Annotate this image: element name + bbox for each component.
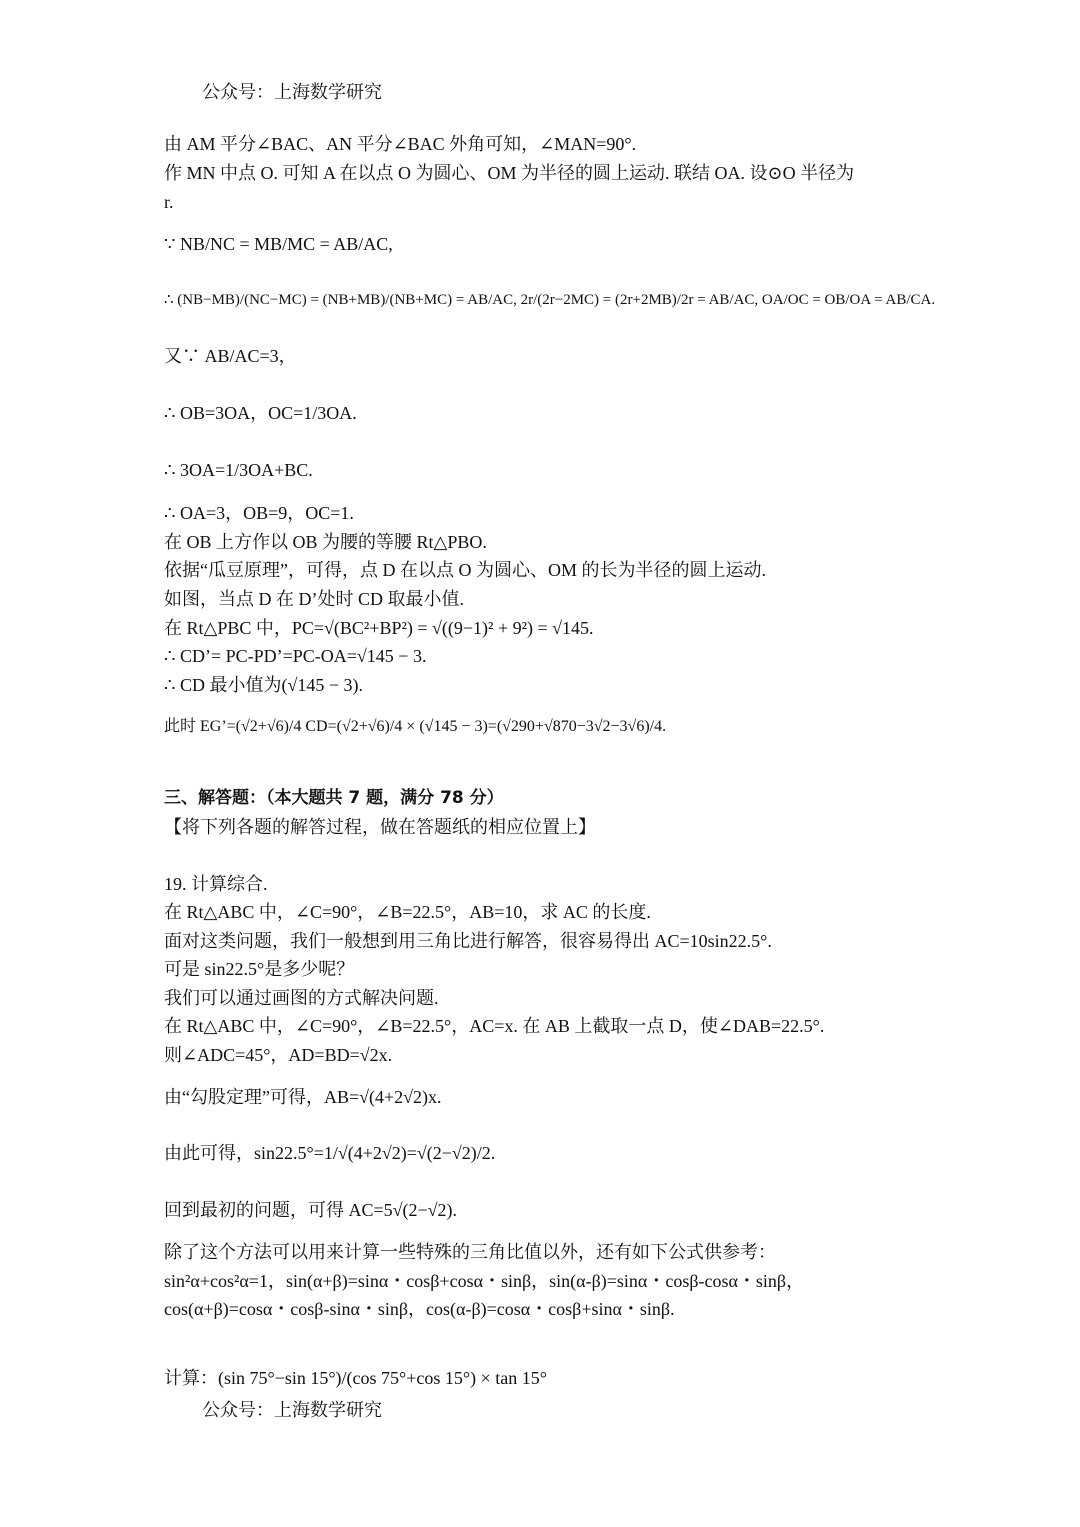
line-oa-values: ∴ OA=3，OB=9，OC=1. [164,503,354,523]
q19-formulas-sin: sin²α+cos²α=1，sin(α+β)=sinα・cosβ+cosα・sinβ，sin(α-β)=sinα・cosβ-cosα・sinβ， [164,1271,805,1291]
q19-drawing-method: 我们可以通过画图的方式解决问题. [164,988,439,1008]
q19-adc: 则∠ADC=45°，AD=BD=√2x. [164,1045,393,1065]
line-3oa: ∴ 3OA=1/3OA+BC. [164,460,313,480]
line-eg-prime: 此时 EG’=(√2+√6)/4 CD=(√2+√6)/4 × (√145 − 3)=(√290+√870−3√2−3√6)/4. [164,718,667,735]
q19-question: 可是 sin22.5°是多少呢？ [164,959,355,979]
line-ratio-three: 又∵ AB/AC=3， [164,346,297,366]
header-watermark-top: 公众号：上海数学研究 [202,82,382,102]
line-ratio-equal: ∵ NB/NC = MB/MC = AB/AC, [164,234,393,254]
line-ratio-derivation: ∴ (NB−MB)/(NC−MC) = (NB+MB)/(NB+MC) = AB/AC, 2r/(2r−2MC) = (2r+2MB)/2r = AB/AC, OA/OC = OB/OA = AB/CA. [164,292,936,308]
q19-problem: 在 Rt△ABC 中，∠C=90°，∠B=22.5°，AB=10，求 AC 的长度. [164,902,651,922]
q19-title: 19. 计算综合. [164,874,268,894]
line-min-position: 如图，当点 D 在 D’处时 CD 取最小值. [164,589,464,609]
q19-compute-task: 计算：(sin 75°−sin 15°)/(cos 75°+cos 15°) × tan 15° [164,1368,547,1388]
q19-formulas-cos: cos(α+β)=cosα・cosβ-sinα・sinβ，cos(α-β)=cosα・cosβ+sinα・sinβ. [164,1299,675,1319]
line-ob-oc: ∴ OB=3OA，OC=1/3OA. [164,403,357,423]
section-note: 【将下列各题的解答过程，做在答题纸的相应位置上】 [164,817,596,837]
line-isosceles: 在 OB 上方作以 OB 为腰的等腰 Rt△PBO. [164,532,487,552]
line-cd-prime: ∴ CD’= PC-PD’=PC-OA=√145 − 3. [164,646,427,666]
section-title: 三、解答题：（本大题共 7 题，满分 78 分） [164,788,504,808]
q19-pythagoras: 由“勾股定理”可得，AB=√(4+2√2)x. [164,1087,442,1107]
line-man-90: 由 AM 平分∠BAC、AN 平分∠BAC 外角可知，∠MAN=90°. [164,134,637,154]
q19-formula-intro: 除了这个方法可以用来计算一些特殊的三角比值以外，还有如下公式供参考： [164,1242,776,1262]
line-midpoint-o: 作 MN 中点 O. 可知 A 在以点 O 为圆心、OM 为半径的圆上运动. 联结 OA. 设⊙O 半径为 [164,163,855,183]
line-radius-r: r. [164,192,174,212]
q19-ac-result: 回到最初的问题，可得 AC=5√(2−√2). [164,1200,458,1220]
q19-construction: 在 Rt△ABC 中，∠C=90°，∠B=22.5°，AC=x. 在 AB 上截取一点 D，使∠DAB=22.5°. [164,1016,825,1036]
line-pc-length: 在 Rt△PBC 中，PC=√(BC²+BP²) = √((9−1)² + 9²) = √145. [164,618,594,638]
line-guadou: 依据“瓜豆原理”，可得，点 D 在以点 O 为圆心、OM 的长为半径的圆上运动. [164,560,766,580]
q19-sin-value: 由此可得，sin22.5°=1/√(4+2√2)=√(2−√2)/2. [164,1143,496,1163]
header-watermark-bottom: 公众号：上海数学研究 [202,1400,382,1420]
q19-approach: 面对这类问题，我们一般想到用三角比进行解答，很容易得出 AC=10sin22.5°. [164,931,772,951]
line-cd-min: ∴ CD 最小值为(√145 − 3). [164,675,363,695]
